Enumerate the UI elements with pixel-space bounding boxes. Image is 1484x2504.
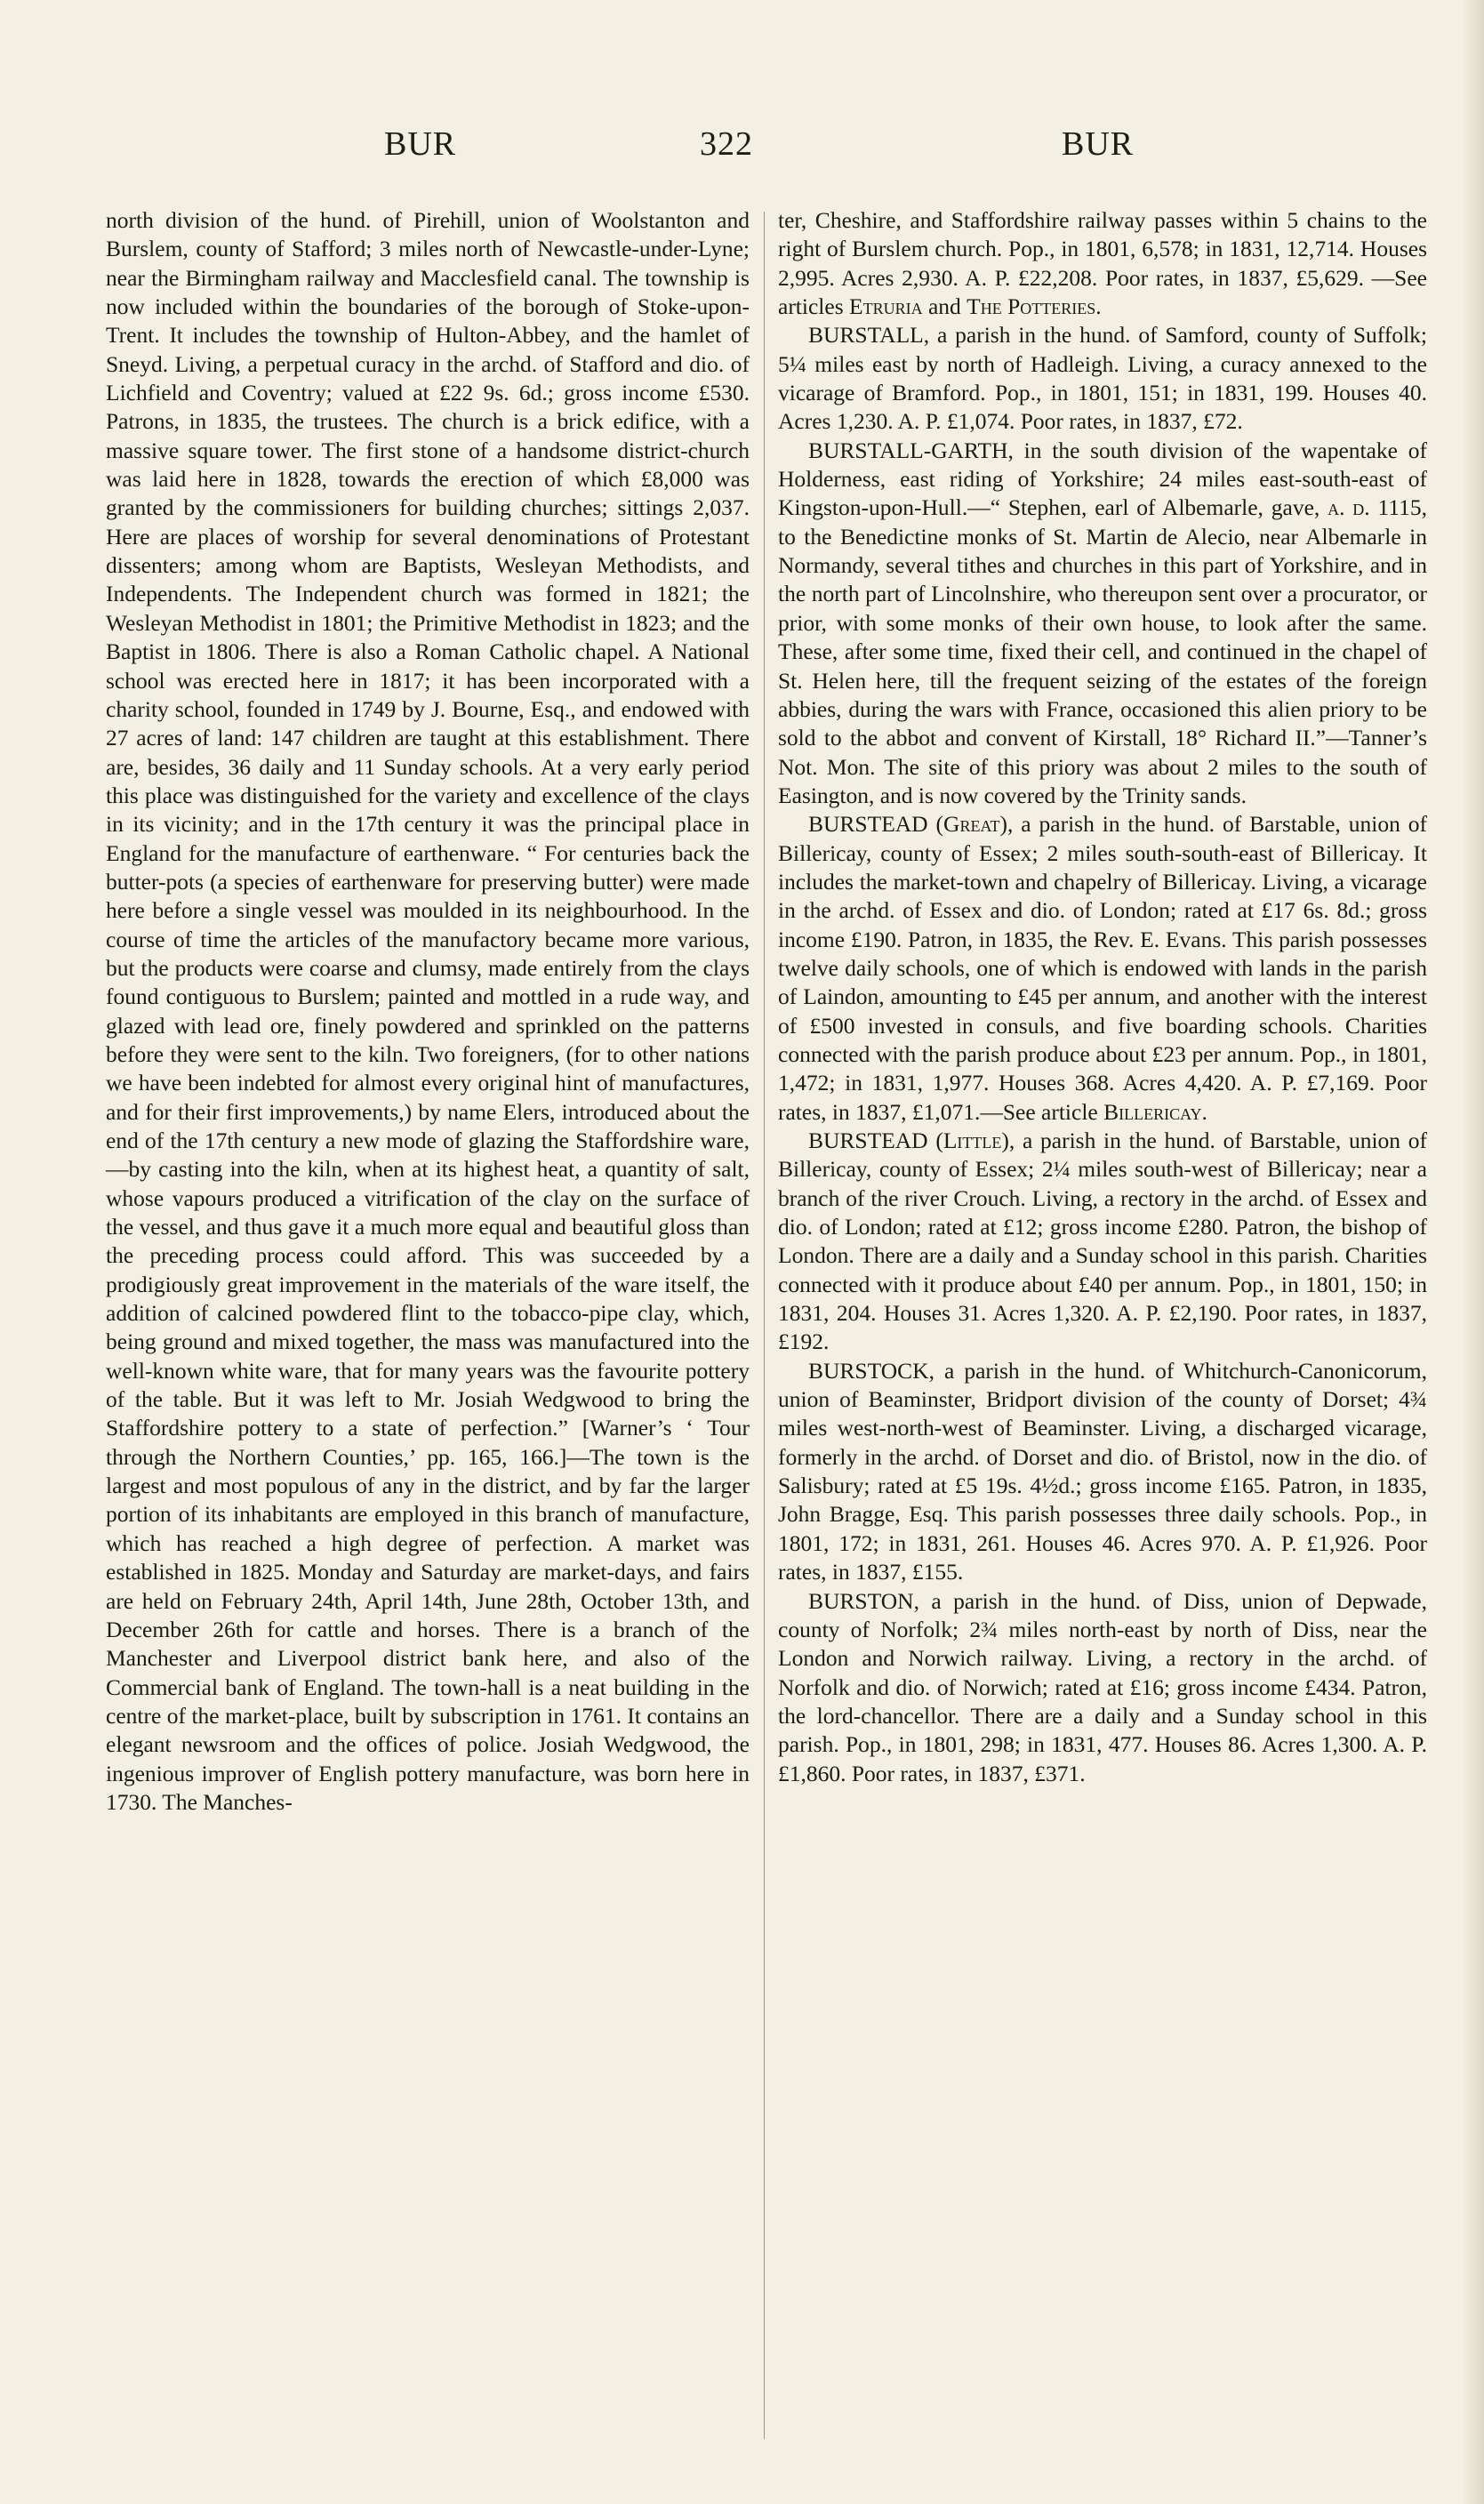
page-edge-shadow [1461, 0, 1484, 2504]
entry-burstead-great: BURSTEAD (Great), a parish in the hund. of Barstable, union of Billericay, county of Essex; 2 miles south-south-east of Billericay. It includes the market-town and chapelry of Billericay. Living, a vicarage in the archd. of Essex and dio. of London; rated at £17 6s. 8d.; gross income £190. Patron, in 1835, the Rev. E. Evans. This parish possesses twelve daily schools, one of which is endowed with lands in the parish of Laindon, amounting to £45 per annum, and another with the interest of £500 invested in consuls, and five boarding schools. Charities connected with the parish produce about £23 per annum. Pop., in 1801, 1,472; in 1831, 1,977. Houses 368. Acres 4,420. A. P. £7,169. Poor rates, in 1837, £1,071.—See article Billericay. [778, 811, 1427, 1125]
left-column [106, 206, 750, 1817]
burslem-continuation-right: ter, Cheshire, and Staffordshire railway passes within 5 chains to the right of Burslem church. Pop., in 1801, 6,578; in 1831, 12,714. Houses 2,995. Acres 2,930. A. P. £22,208. Poor rates, in 1837, £5,629. —See articles Etruria and The Potteries. [778, 207, 1427, 320]
cross-ref-billericay: Billericay [1103, 1098, 1202, 1125]
entry-heading: BURSTON [808, 1587, 914, 1614]
entry-burstead-little: BURSTEAD (Little), a parish in the hund. of Barstable, union of Billericay, county of Essex; 2¼ miles south-west of Billericay; near a branch of the river Crouch. Living, a rectory in the archd. of Essex and dio. of London; rated at £12; gross income £280. Patron, the bishop of London. There are a daily and a Sunday school in this parish. Charities connected with it produce about £40 per annum. Pop., in 1801, 150; in 1831, 204. Houses 31. Acres 1,320. A. P. £2,190. Poor rates, in 1837, £192. [778, 1128, 1427, 1355]
entry-burston: BURSTON, a parish in the hund. of Diss, union of Depwade, county of Norfolk; 2¾ miles north-east by north of Diss, near the London and Norwich railway. Living, a rectory in the archd. of Norfolk and dio. of Norwich; rated at £16; gross income £434. Patron, the lord-chancellor. There are a daily and a Sunday school in this parish. Pop., in 1801, 298; in 1831, 477. Houses 86. Acres 1,300. A. P. £1,860. Poor rates, in 1837, £371. [778, 1587, 1427, 1786]
page-number: 322 [700, 125, 753, 163]
cross-ref-potteries: The Potteries [967, 293, 1096, 320]
running-header [0, 124, 1484, 178]
entry-heading: BURSTALL [808, 322, 924, 349]
entry-heading: BURSTOCK [808, 1357, 929, 1384]
column-divider [764, 212, 765, 2439]
entry-burstall-garth: BURSTALL-GARTH, in the south division of the wapentake of Holderness, east riding of Yorkshire; 24 miles east-south-east of Kingston-upon-Hull.—“ Stephen, earl of Albemarle, gave, a. d. 1115, to the Benedictine monks of St. Martin de Alecio, near Albemarle in Normandy, several tithes and churches in this part of Yorkshire, and in the north part of Lincolnshire, who thereupon sent over a procurator, or prior, with some monks of their own house, to look after the same. These, after some time, fixed their cell, and continued in the chapel of St. Helen here, till the frequent seizing of the estates of the foreign abbies, during the wars with France, occasioned this alien priory to be sold to the abbot and convent of Kirstall, 18° Richard II.”—Tanner’s Not. Mon. The site of this priory was about 2 miles to the south of Easington, and is now covered by the Trinity sands. [778, 437, 1428, 808]
entry-burstock: BURSTOCK, a parish in the hund. of Whitchurch-Canonicorum, union of Beaminster, Bridport division of the county of Dorset; 4¾ miles west-north-west of Beaminster. Living, a discharged vicarage, formerly in the archd. of Dorset and dio. of Bristol, now in the dio. of Salisbury; rated at £5 19s. 4½d.; gross income £165. Patron, in 1835, John Bragge, Esq. This parish possesses three daily schools. Pop., in 1801, 172; in 1831, 261. Houses 46. Acres 970. A. P. £1,926. Poor rates, in 1837, £155. [778, 1357, 1427, 1585]
cross-ref-etruria: Etruria [849, 293, 923, 320]
entry-heading: BURSTALL-GARTH [808, 437, 1008, 463]
entry-heading: BURSTEAD [808, 811, 928, 838]
entry-burstall: BURSTALL, a parish in the hund. of Samford, county of Suffolk; 5¼ miles east by north of Hadleigh. Living, a curacy annexed to the vicarage of Bramford. Pop., in 1801, 151; in 1831, 199. Houses 40. Acres 1,230. A. P. £1,074. Poor rates, in 1837, £72. [778, 322, 1427, 435]
burslem-continuation: north division of the hund. of Pirehill, union of Woolstanton and Burslem, county of Stafford; 3 miles north of Newcastle-under-Lyne; near the Birmingham railway and Macclesfield canal. The township is now included within the boundaries of the borough of Stoke-upon-Trent. It includes the township of Hulton-Abbey, and the hamlet of Sneyd. Living, a perpetual curacy in the archd. of Stafford and dio. of Lichfield and Coventry; valued at £22 9s. 6d.; gross income £530. Patrons, in 1835, the trustees. The church is a brick edifice, with a massive square tower. The first stone of a handsome district-church was laid here in 1828, towards the erection of which £8,000 was granted by the commissioners for building churches; sittings 2,037. Here are places of worship for several denominations of Protestant dissenters; among whom are Baptists, Wesleyan Methodists, and Independents. The Independent church was formed in 1821; the Wesleyan Methodist in 1801; the Primitive Methodist in 1823; and the Baptist in 1806. There is also a Roman Catholic chapel. A National school was erected here in 1817; it has been incorporated with a charity school, founded in 1749 by J. Bourne, Esq., and endowed with 27 acres of land: 147 children are taught at this establishment. There are, besides, 36 daily and 11 Sunday schools. At a very early period this place was distinguished for the variety and excellence of the clays in its vicinity; and in the 17th century it was the principal place in England for the manufacture of earthenware. “ For centuries back the butter-pots (a species of earthenware for preserving butter) were made here before a single vessel was moulded in its neighbourhood. In the course of time the articles of the manufactory became more various, but the products were coarse and clumsy, made entirely from the clays found contiguous to Burslem; painted and mottled in a rude way, and glazed with lead ore, finely powdered and sprinkled on the patterns before they were sent to the kiln. Two foreigners, (for to other nations we have been indebted for almost every original hint of manufactures, and for their first improvements,) by name Elers, introduced about the end of the 17th century a new mode of glazing the Staffordshire ware,—by casting into the kiln, when at its highest heat, a quantity of salt, whose vapours produced a vitrification of the clay on the surface of the vessel, and thus gave it a much more equal and beautiful gloss than the preceding process could afford. This was succeeded by a prodigiously great improvement in the materials of the ware itself, the addition of calcined powdered flint to the tobacco-pipe clay, which, being ground and mixed together, the mass was manufactured into the well-known white ware, that for many years was the favourite pottery of the table. But it was left to Mr. Josiah Wedgwood to bring the Staffordshire pottery to a state of perfection.” [Warner’s ‘ Tour through the Northern Counties,’ pp. 165, 166.]—The town is the largest and most populous of any in the district, and by far the larger portion of its inhabitants are employed in this branch of manufacture, which has reached a high degree of perfection. A market was established in 1825. Monday and Saturday are market-days, and fairs are held on February 24th, April 14th, June 28th, October 13th, and December 26th for cattle and horses. There is a branch of the Manchester and Liverpool district bank here, and also of the Commercial bank of England. The town-hall is a neat building in the centre of the market-place, built by subscription in 1761. It contains an elegant newsroom and the offices of police. Josiah Wedgwood, the ingenious improver of English pottery manufacture, was born here in 1730. The Manches- [106, 207, 750, 1815]
header-left-word: BUR [384, 125, 457, 163]
header-right-word: BUR [1062, 125, 1135, 163]
entry-heading: BURSTEAD [808, 1128, 928, 1153]
right-column [778, 206, 1427, 1788]
